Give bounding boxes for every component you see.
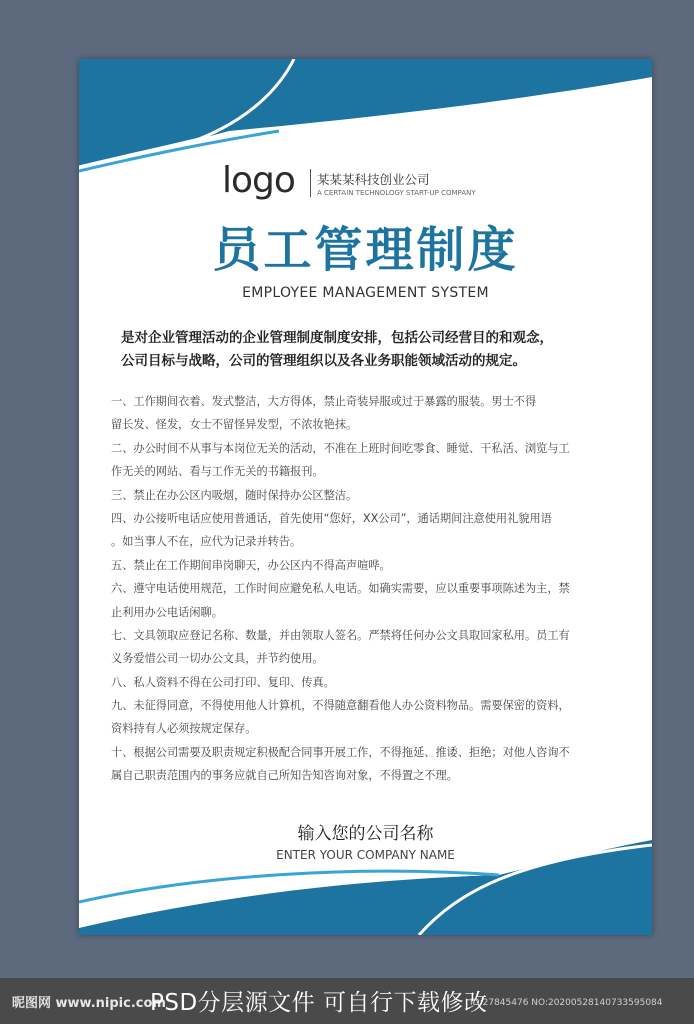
rule-line: 属自己职责范围内的事务应就自己所知告知咨询对象，不得置之不理。 — [111, 769, 458, 783]
rule-line: 止利用办公电话闲聊。 — [111, 605, 223, 619]
rule-line: 六、遵守电话使用规范，工作时间应避免私人电话。如确实需要，应以重要事项陈述为主，禁 — [111, 582, 570, 596]
rule-line: 九、未征得同意，不得使用他人计算机，不得随意翻看他人办公资料物品。需要保密的资料， — [111, 699, 570, 713]
page-title: 员工管理制度 — [212, 222, 519, 278]
rule-line: 七、文具领取应登记名称、数量，并由领取人签名。严禁将任何办公文具取回家私用。员工有 — [111, 628, 570, 642]
poster — [79, 59, 652, 935]
watermark-site: 昵图网 www.nipic.com — [12, 996, 166, 1011]
logo-row — [79, 161, 652, 201]
company-name-placeholder: 输入您的公司名称 — [297, 824, 434, 844]
page-subtitle: EMPLOYEE MANAGEMENT SYSTEM — [242, 285, 489, 301]
intro-line-2: 公司目标与战略，公司的管理组织以及各业务职能领域活动的规定。 — [121, 353, 526, 369]
intro-line-1: 是对企业管理活动的企业管理制度制度安排，包括公司经营目的和观念， — [121, 330, 553, 346]
rule-line: 三、禁止在办公区内吸烟，随时保持办公区整洁。 — [111, 488, 358, 502]
intro-paragraph — [121, 327, 621, 373]
company-name-placeholder-en: ENTER YOUR COMPANY NAME — [276, 848, 455, 862]
rule-line: 作无关的网站、看与工作无关的书籍报刊。 — [111, 465, 324, 479]
rule-line: 一、工作期间衣着、发式整洁，大方得体，禁止奇装异服或过于暴露的服装。男士不得 — [111, 395, 537, 408]
rule-line: 资料持有人必须按规定保存。 — [111, 722, 257, 736]
logo: logo — [222, 160, 295, 201]
rule-line: 五、禁止在工作期间串岗聊天，办公区内不得高声喧哗。 — [111, 558, 391, 572]
company-name-en: A CERTAIN TECHNOLOGY START-UP COMPANY — [317, 189, 476, 197]
banner-text: PSD分层源文件 可自行下载修改 — [150, 990, 488, 1016]
company-name-cn: 某某某科技创业公司 — [317, 172, 430, 187]
rule-line: 十、根据公司需要及职责规定积极配合同事开展工作，不得拖延、推诿、拒绝；对他人咨询不 — [111, 745, 570, 759]
watermark-id: ID:27845476 NO:20200528140733595084 — [470, 998, 663, 1008]
rule-line: 二、办公时间不从事与本岗位无关的活动，不准在上班时间吃零食、睡觉、干私活、浏览与工 — [111, 441, 570, 455]
rule-line: 八、私人资料不得在公司打印、复印、传真。 — [111, 675, 335, 689]
rule-line: 留长发、怪发，女士不留怪异发型，不浓妆艳抹。 — [111, 418, 358, 432]
rules-list — [111, 390, 611, 788]
bottom-wave-decoration — [79, 840, 652, 935]
rule-line: 义务爱惜公司一切办公文具，并节约使用。 — [111, 652, 324, 666]
rule-line: 。如当事人不在，应代为记录并转告。 — [111, 535, 302, 549]
download-banner — [0, 978, 694, 1024]
rule-line: 四、办公接听电话应使用普通话，首先使用“您好，XX公司”，通话期间注意使用礼貌用语 — [111, 511, 552, 525]
logo-divider — [310, 169, 311, 197]
